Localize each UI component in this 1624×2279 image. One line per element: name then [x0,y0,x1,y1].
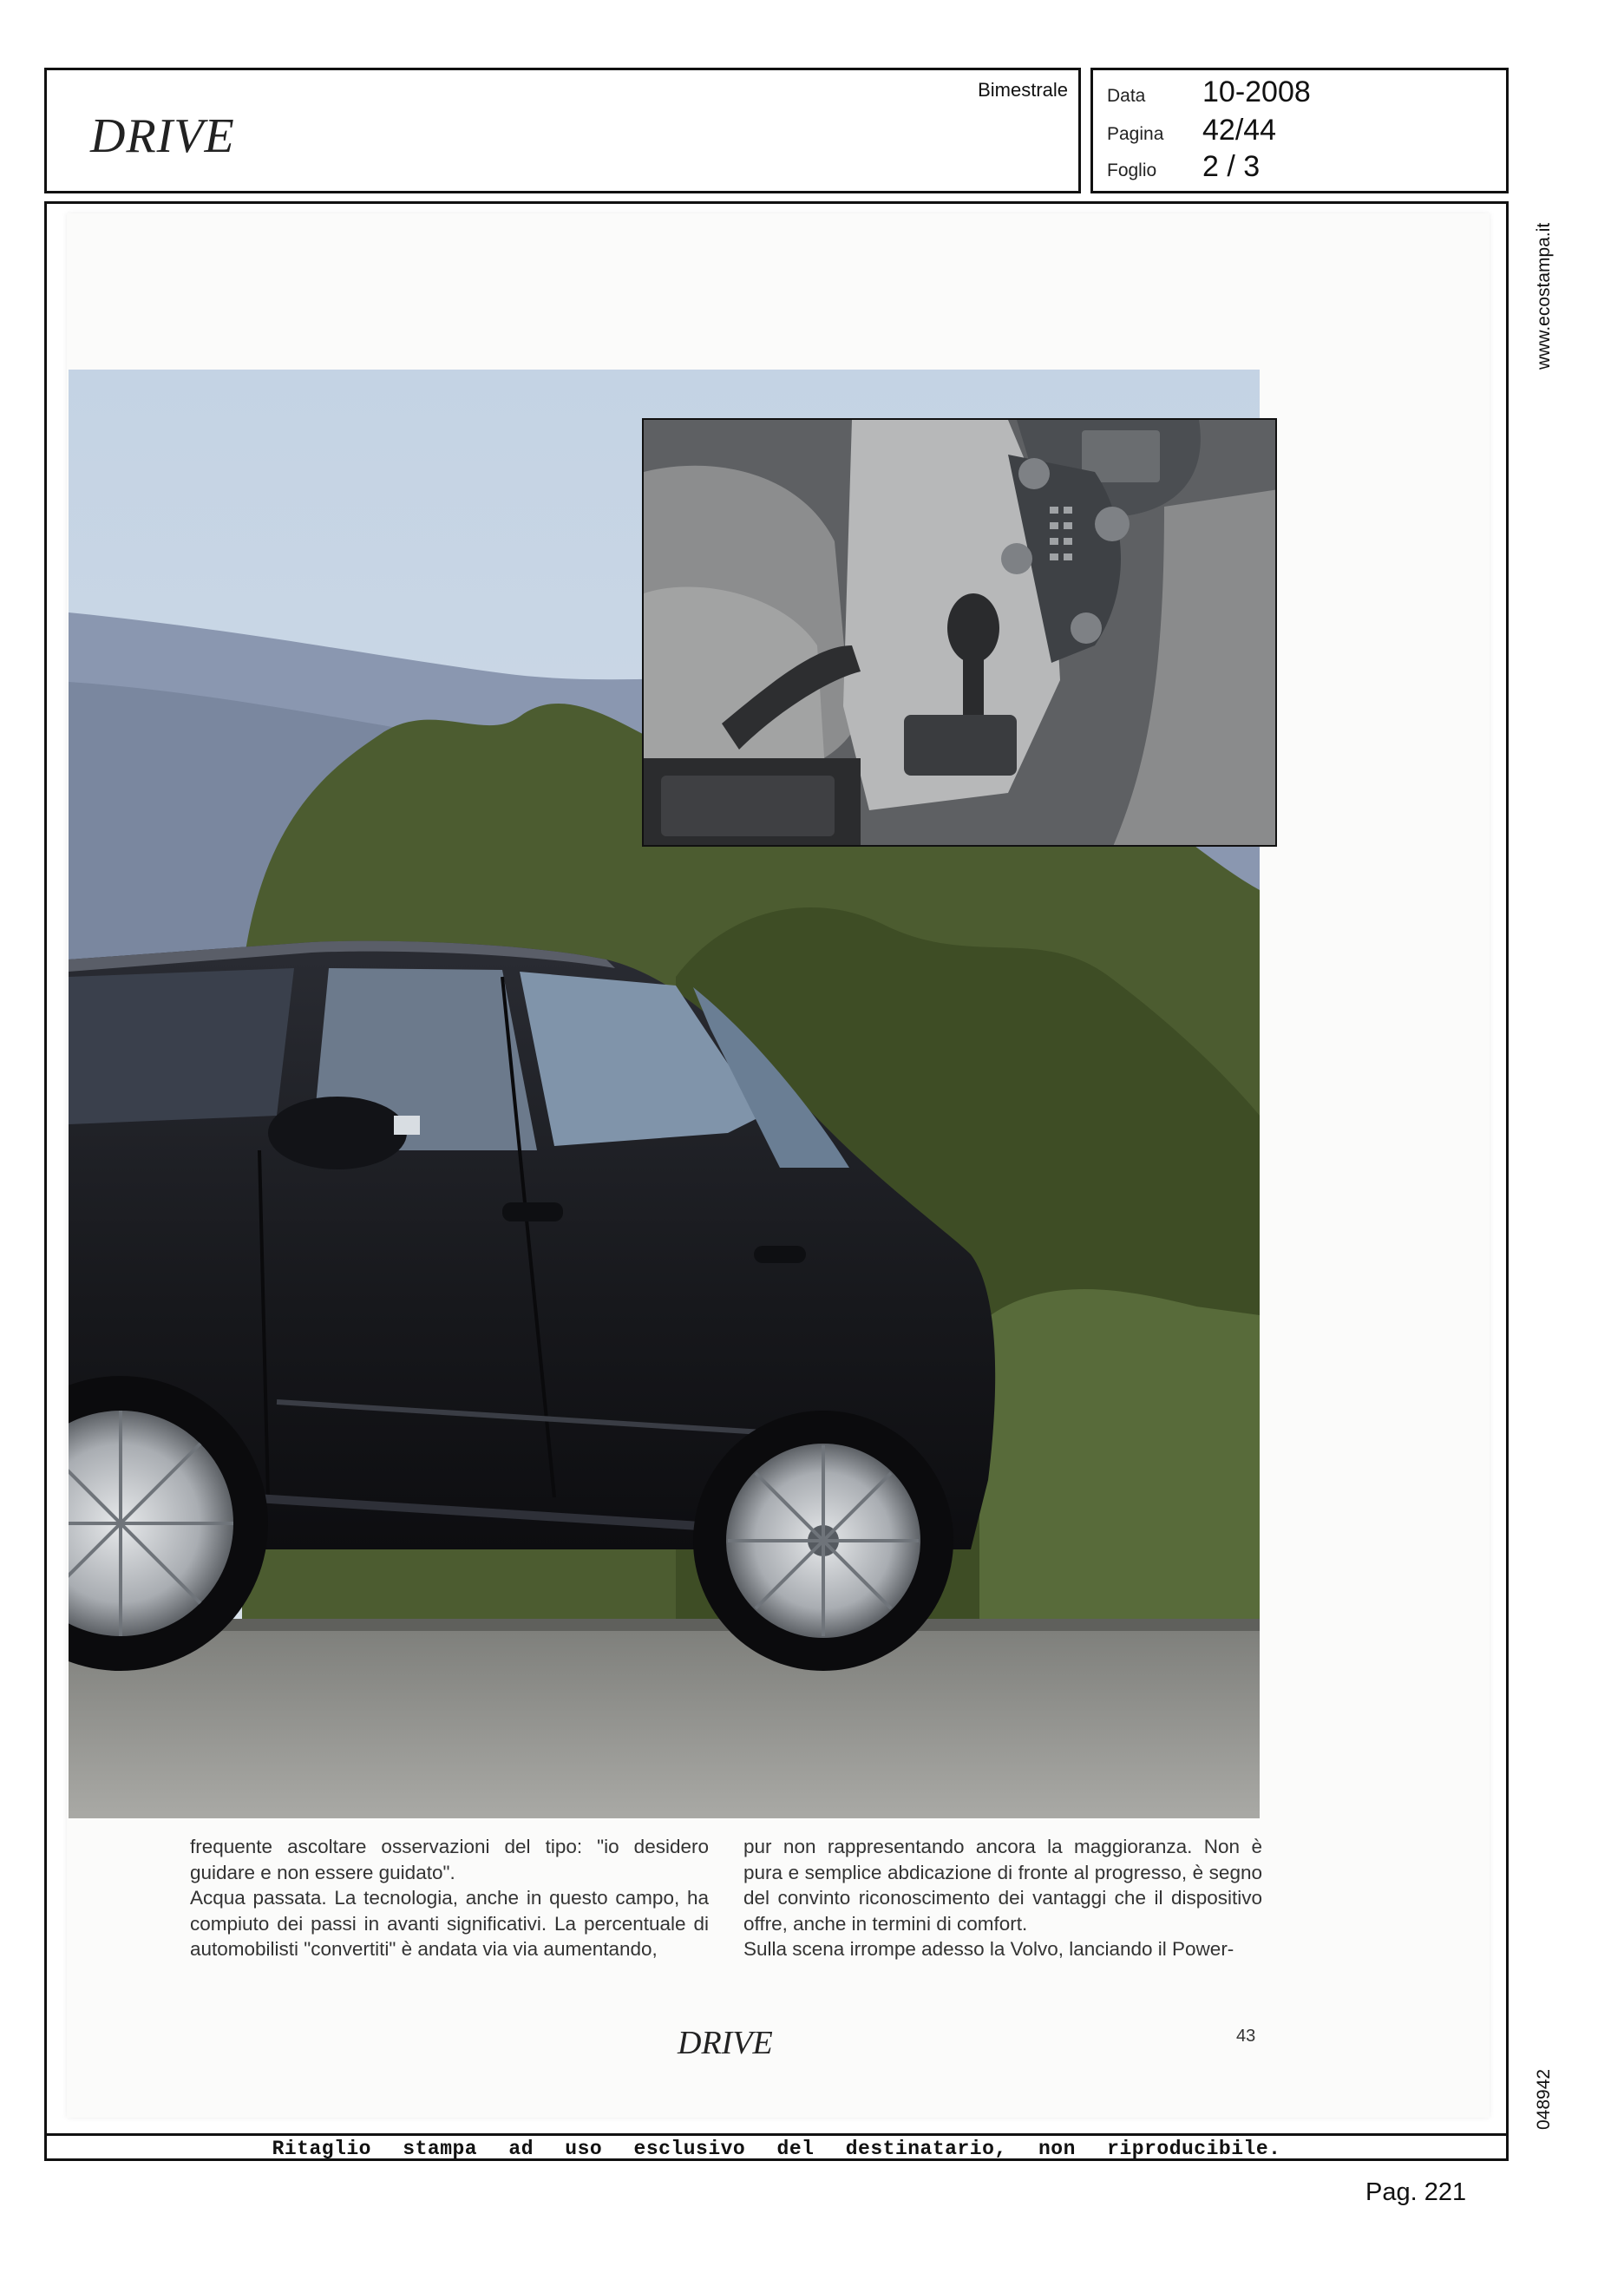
magazine-logo: DRIVE [90,109,235,163]
total-page-number: Pag. 221 [1365,2178,1467,2206]
scanned-page [67,213,1490,2118]
clipping-notice-bar [44,2133,1509,2161]
paragraph: Sulla scena irrompe adesso la Volvo, lanciando il Power- [743,1938,1234,1960]
clipping-notice: Ritaglio stampa ad uso esclusivo del destinatario, non riproducibile. [272,2138,1281,2160]
frequency-label: Bimestrale [978,79,1068,101]
paragraph: Acqua passata. La tecnologia, anche in questo campo, ha compiuto dei passi in avanti significativi. La percentuale di automobilisti "convertiti" è andata via via aumentando, [190,1887,709,1960]
footer-logo: DRIVE [678,2025,773,2061]
date-label: Data [1107,86,1146,106]
date-row [1107,75,1311,109]
article-column-left [190,1834,709,1962]
paragraph: pur non rappresentando ancora la maggioranza. Non è pura e semplice abdicazione di fronte al progresso, è segno del convinto riconoscimento dei vantaggi che il dispositivo offre, anche in termini di comfort. [743,1836,1262,1935]
interior-inset-photo [642,418,1277,847]
source-website: www.ecostampa.it [1534,222,1554,370]
sheet-row [1107,150,1260,184]
header-meta [1090,68,1509,193]
page-label: Pagina [1107,124,1164,144]
article-body [190,1834,1262,1962]
sheet-label: Foglio [1107,160,1157,180]
page-row [1107,114,1276,147]
paragraph: frequente ascoltare osservazioni del tipo: "io desidero guidare e non essere guidato". [190,1836,709,1883]
date-value: 10-2008 [1202,75,1311,108]
header-masthead [44,68,1081,193]
magazine-page-number: 43 [1236,2027,1256,2046]
sheet-value: 2 / 3 [1202,150,1261,183]
clipping-code: 048942 [1534,2068,1554,2131]
page-value: 42/44 [1202,114,1277,147]
article-column-right [743,1834,1262,1962]
